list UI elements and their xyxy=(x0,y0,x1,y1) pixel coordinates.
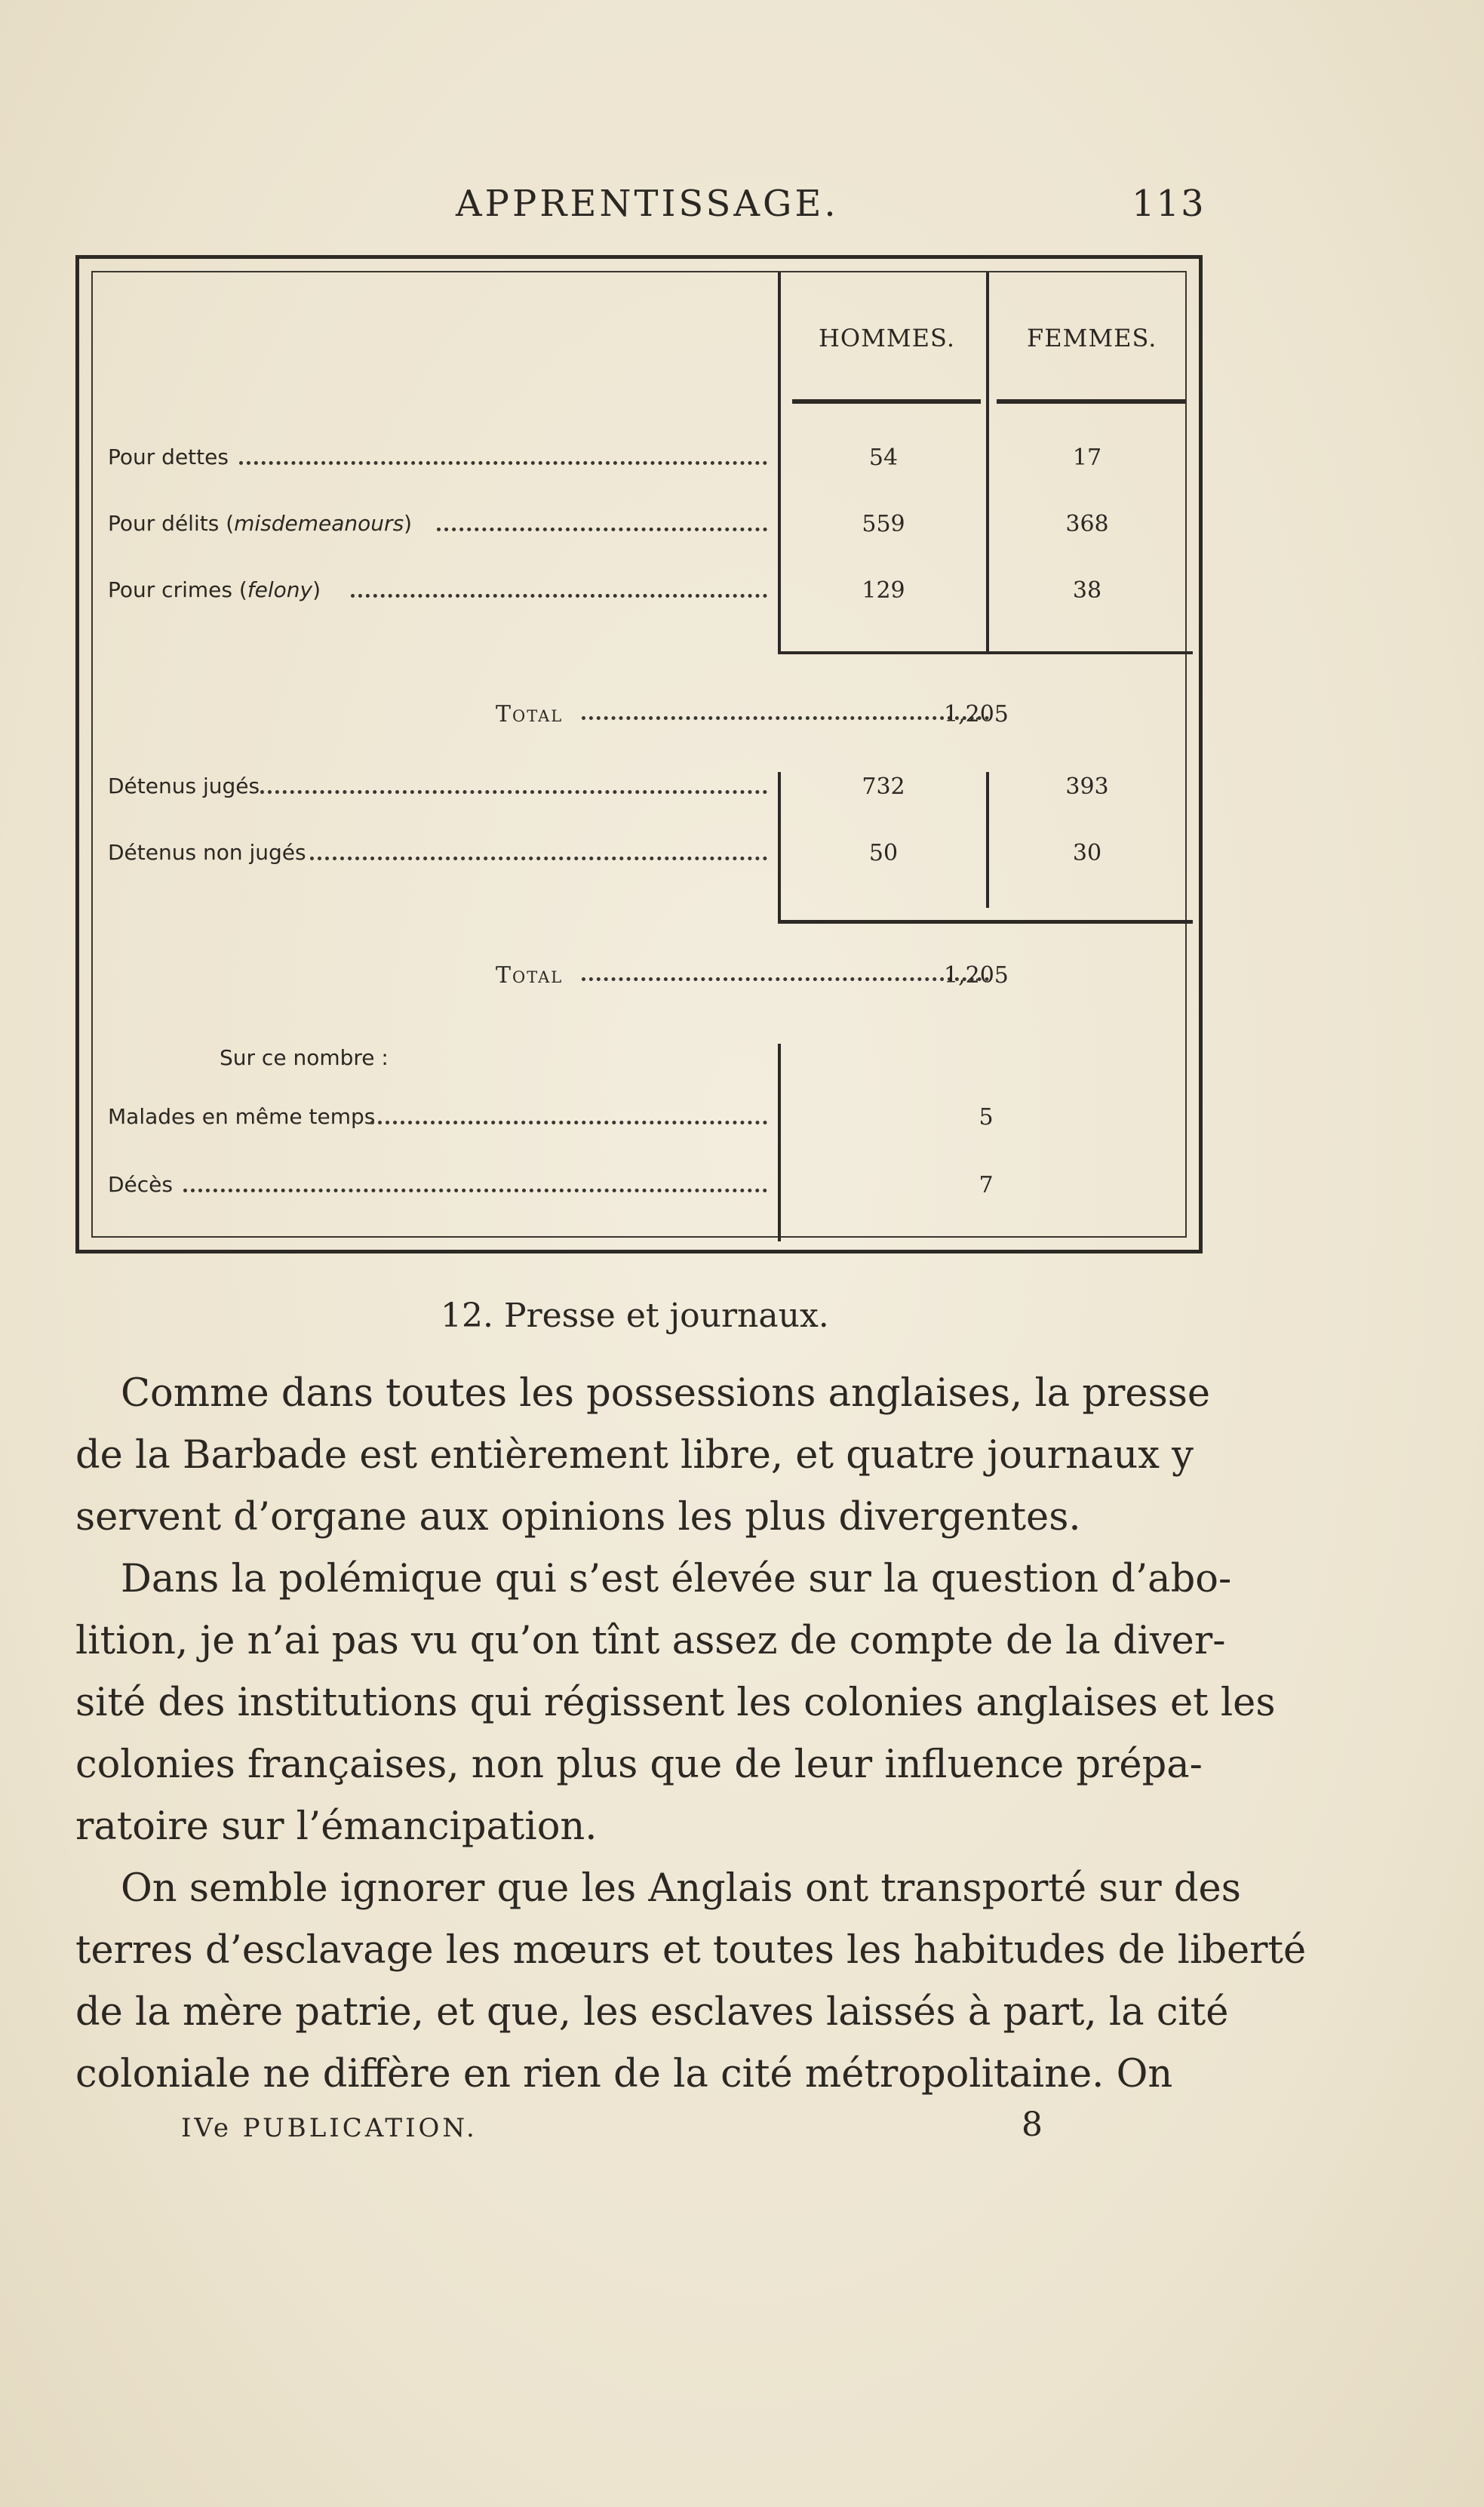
text-line: de la mère patrie, et que, les esclaves laissés à part, la cité xyxy=(75,1990,1229,2035)
divider-group2-mid xyxy=(986,772,989,908)
text-line: Dans la polémique qui s’est élevée sur la question d’abo- xyxy=(121,1557,1232,1601)
section-title: 12. Presse et journaux. xyxy=(441,1297,829,1335)
header-rule-femmes xyxy=(997,399,1185,404)
rule-group1-bottom xyxy=(778,651,1193,654)
divider-group3 xyxy=(778,1044,781,1241)
total-value: 1,205 xyxy=(944,962,1009,989)
row-label-italic: felony xyxy=(247,577,313,602)
count-value: 7 xyxy=(979,1172,994,1198)
femmes-value: 30 xyxy=(1072,840,1102,866)
row-label-italic: misdemeanours xyxy=(234,511,404,536)
row-label: Pour délits (misdemeanours) xyxy=(108,511,413,536)
row-label: Détenus non jugés xyxy=(108,840,306,865)
hommes-value: 54 xyxy=(868,444,899,471)
row-label: Malades en même temps xyxy=(108,1104,376,1129)
paragraph-2 xyxy=(75,1549,1276,1858)
divider-group2-left xyxy=(778,772,781,923)
text-line: terres d’esclavage les mœurs et toutes les habitudes de liberté xyxy=(75,1928,1307,1973)
count-value: 5 xyxy=(979,1104,994,1130)
total-label: Total xyxy=(496,962,564,989)
running-header: APPRENTISSAGE. xyxy=(456,183,839,225)
leader-dots xyxy=(260,787,767,794)
column-header-hommes: HOMMES. xyxy=(819,324,955,352)
femmes-value: 38 xyxy=(1072,577,1102,604)
paragraph-1 xyxy=(75,1363,1211,1549)
leader-dots xyxy=(351,591,767,598)
femmes-value: 17 xyxy=(1072,444,1102,471)
leader-dots xyxy=(239,458,767,465)
hommes-value: 732 xyxy=(862,774,905,800)
hommes-value: 129 xyxy=(862,577,905,604)
paragraph-3 xyxy=(75,1858,1307,2106)
row-label xyxy=(108,444,229,469)
leader-dots xyxy=(370,1118,767,1124)
total-label: Total xyxy=(496,701,564,727)
signature-mark: 8 xyxy=(1022,2106,1043,2144)
subheading: Sur ce nombre : xyxy=(220,1045,389,1070)
row-label: Pour crimes (felony) xyxy=(108,577,321,602)
leader-dots xyxy=(582,713,989,720)
statistics-table xyxy=(75,255,1203,1254)
page-number: 113 xyxy=(1132,183,1206,225)
text-line: servent d’organe aux opinions les plus divergentes. xyxy=(75,1495,1081,1540)
header-rule-hommes xyxy=(792,399,981,404)
row-label: Décès xyxy=(108,1172,173,1197)
publication-footer: IVe PUBLICATION. xyxy=(181,2113,478,2143)
text-line: colonies françaises, non plus que de leur influence prépa- xyxy=(75,1743,1203,1787)
total-value: 1,205 xyxy=(944,701,1009,727)
divider-hommes-femmes xyxy=(986,272,989,653)
text-line: ratoire sur l’émancipation. xyxy=(75,1804,598,1849)
text-line: sité des institutions qui régissent les colonies anglaises et les xyxy=(75,1681,1276,1725)
femmes-value: 368 xyxy=(1065,511,1109,537)
text-line: On semble ignorer que les Anglais ont transporté sur des xyxy=(121,1866,1241,1911)
divider-label-hommes xyxy=(778,272,781,653)
text-line: lition, je n’ai pas vu qu’on tînt assez de compte de la diver- xyxy=(75,1619,1226,1663)
leader-dots xyxy=(437,524,767,531)
text-line: de la Barbade est entièrement libre, et quatre journaux y xyxy=(75,1433,1194,1478)
text-line: Comme dans toutes les possessions anglaises, la presse xyxy=(121,1371,1211,1416)
hommes-value: 50 xyxy=(868,840,899,866)
row-label: Détenus jugés xyxy=(108,774,260,798)
femmes-value: 393 xyxy=(1065,774,1109,800)
column-header-femmes: FEMMES. xyxy=(1027,324,1157,352)
text-line: coloniale ne diffère en rien de la cité métropolitaine. On xyxy=(75,2052,1173,2096)
row-label-text: Pour dettes xyxy=(108,444,229,469)
leader-dots xyxy=(183,1186,767,1192)
table-inner-border xyxy=(91,271,1187,1238)
hommes-value: 559 xyxy=(862,511,905,537)
rule-group2-bottom xyxy=(778,920,1193,924)
leader-dots xyxy=(582,974,989,981)
leader-dots xyxy=(310,854,767,860)
